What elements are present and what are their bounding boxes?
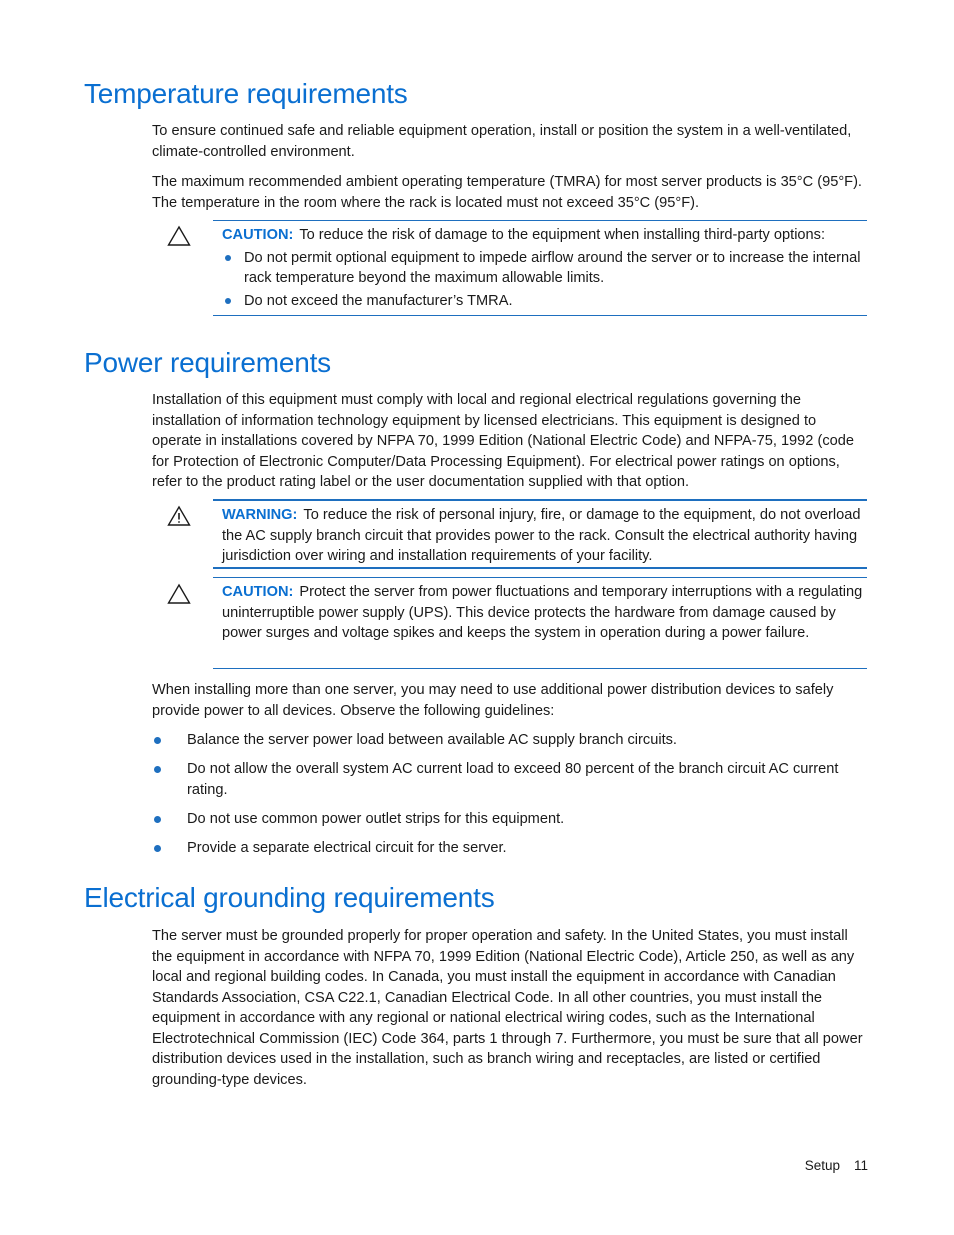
list-item-text: Do not exceed the manufacturer’s TMRA. xyxy=(244,292,513,309)
caution-box-temperature xyxy=(213,220,867,316)
bullet-icon xyxy=(154,766,161,773)
caution-icon xyxy=(167,583,191,605)
bullet-icon xyxy=(154,845,161,852)
warning-body: To reduce the risk of personal injury, fire, or damage to the equipment, do not overload the AC supply branch circuit that provides power to the rack. Consult the electrical authority having jurisdiction over wiring and installation requirements of your facility. xyxy=(222,507,861,564)
caution-list-temperature xyxy=(213,248,867,312)
list-item xyxy=(152,809,868,830)
list-item-text: Provide a separate electrical circuit for the server. xyxy=(187,839,507,856)
temperature-paragraph-2: The maximum recommended ambient operating temperature (TMRA) for most server products is 35°C (95°F). The temperature in the room where the rack is located must not exceed 35°C (95°F). xyxy=(152,174,862,211)
caution-text-power xyxy=(213,578,867,644)
warning-box-power xyxy=(213,499,867,569)
page-number: 11 xyxy=(853,1158,868,1173)
caution-label: CAUTION: xyxy=(222,584,294,600)
grounding-paragraph-1: The server must be grounded properly for proper operation and safety. In the United States, you must install the equipment in accordance with NFPA 70, 1999 Edition (National Electric Code), Article 250, as well as any local and regional building codes. In Canada, you must install the equipment in accordance with Canadian Standards Association, CSA C22.1, Canadian Electrical Code. In all other countries, you must install the equipment in accordance with any regional or national electrical wiring codes, such as the International Electrotechnical Commission (IEC) Code 364, parts 1 through 7. Furthermore, you must be sure that all power distribution devices used in the installation, such as branch wiring and receptacles, are listed or certified grounding-type devices. xyxy=(152,928,863,1088)
caution-text-temperature xyxy=(213,221,867,246)
caution-icon xyxy=(167,225,191,247)
bullet-icon xyxy=(154,737,161,744)
bullet-icon xyxy=(225,298,231,304)
warning-label: WARNING: xyxy=(222,507,298,523)
list-item xyxy=(222,248,867,289)
list-item-text: Balance the server power load between available AC supply branch circuits. xyxy=(187,732,677,748)
footer-section-name: Setup xyxy=(804,1158,840,1173)
list-item-text: Do not use common power outlet strips for this equipment. xyxy=(187,810,565,827)
power-guidelines-list xyxy=(152,730,868,867)
bullet-icon xyxy=(225,255,231,261)
heading-power-requirements: Power requirements xyxy=(84,347,331,378)
list-item-text: Do not permit optional equipment to impede airflow around the server or to increase the internal rack temperature beyond the maximum allowable limits. xyxy=(244,249,861,286)
warning-text xyxy=(213,501,867,567)
list-item xyxy=(152,759,868,800)
warning-icon xyxy=(167,505,191,527)
heading-temperature-requirements: Temperature requirements xyxy=(84,78,408,109)
list-item xyxy=(152,730,868,751)
caution-label: CAUTION: xyxy=(222,227,294,243)
power-paragraph-1: Installation of this equipment must comply with local and regional electrical regulations governing the installation of information technology equipment by licensed electricians. This equipment is designed to operate in installations covered by NFPA 70, 1999 Edition (National Electric Code) and NFPA-75, 1992 (code for Protection of Electronic Computer/Data Processing Equipment). For electrical power ratings on options, refer to the product rating label or the user documentation supplied with that option. xyxy=(152,392,854,490)
list-item-text: Do not allow the overall system AC current load to exceed 80 percent of the branch circuit AC current rating. xyxy=(187,761,839,798)
power-paragraph-2: When installing more than one server, you may need to use additional power distribution devices to safely provide power to all devices. Observe the following guidelines: xyxy=(152,682,834,719)
caution-body: Protect the server from power fluctuations and temporary interruptions with a regulating uninterruptible power supply (UPS). This device protects the hardware from damage caused by power surges and voltage spikes and keeps the system in operation during a power failure. xyxy=(222,584,863,641)
temperature-paragraph-1: To ensure continued safe and reliable equipment operation, install or position the system in a well-ventilated, climate-controlled environment. xyxy=(152,123,852,160)
heading-electrical-grounding-requirements: Electrical grounding requirements xyxy=(84,882,495,913)
list-item xyxy=(152,838,868,859)
caution-body: To reduce the risk of damage to the equipment when installing third-party options: xyxy=(299,227,826,243)
caution-box-power xyxy=(213,577,867,669)
list-item xyxy=(222,291,867,312)
page-footer xyxy=(805,1158,868,1173)
bullet-icon xyxy=(154,816,161,823)
